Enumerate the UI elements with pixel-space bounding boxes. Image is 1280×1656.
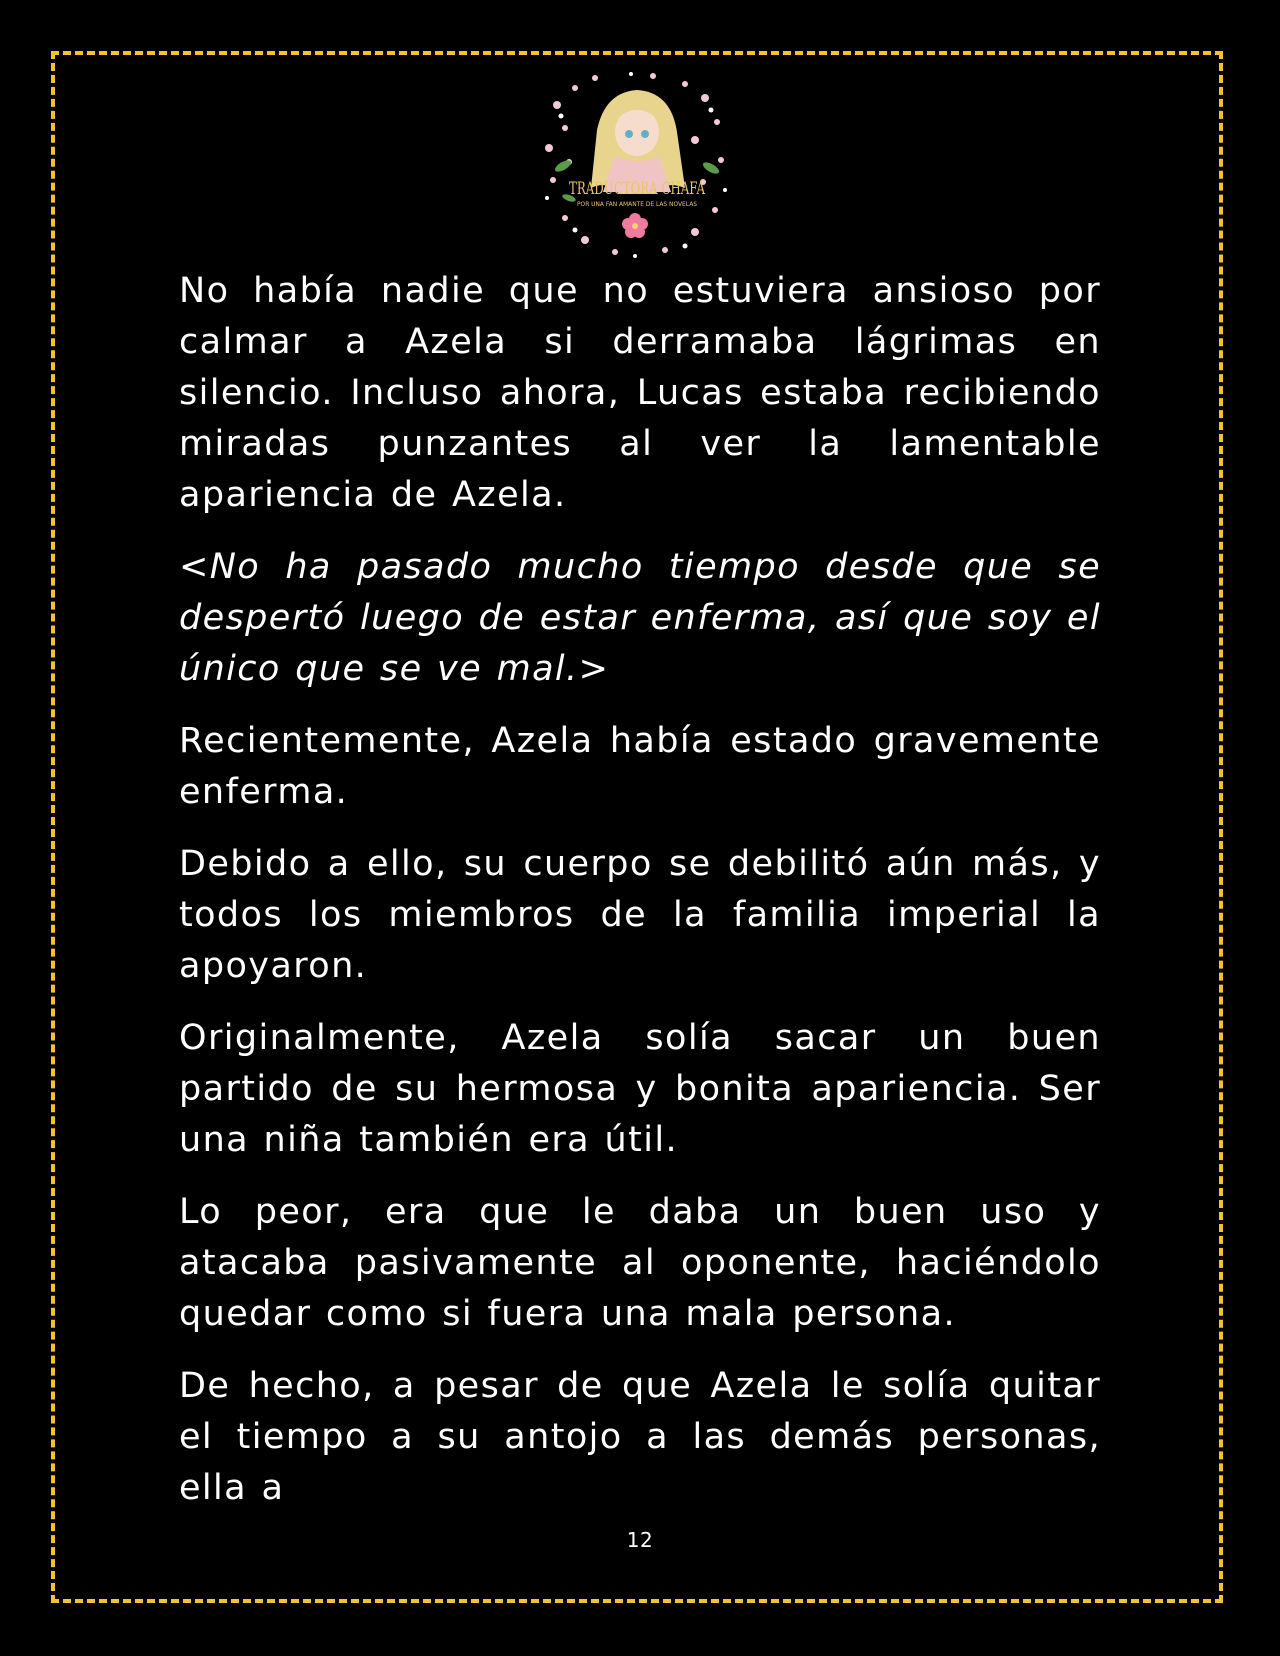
logo-title: TRADUCTORA CHAFA: [569, 179, 706, 199]
paragraph-7: De hecho, a pesar de que Azela le solía quitar el tiempo a su antojo a las demás personas, ella a: [179, 1366, 1101, 1508]
translator-logo: [535, 70, 740, 260]
paragraph-5: Originalmente, Azela solía sacar un buen partido de su hermosa y bonita apariencia. Ser una niña también era útil.: [179, 1018, 1101, 1160]
logo-subtitle: POR UNA FAN AMANTE DE LAS NOVELAS: [577, 201, 698, 208]
paragraph-6: Lo peor, era que le daba un buen uso y atacaba pasivamente al oponente, haciéndolo quedar como si fuera una mala persona.: [179, 1192, 1101, 1334]
logo-artwork: [535, 70, 740, 260]
chapter-text: [179, 266, 1101, 1535]
page-number: 12: [626, 1528, 654, 1552]
paragraph-3: Recientemente, Azela había estado gravemente enferma.: [179, 721, 1101, 812]
paragraph-4: Debido a ello, su cuerpo se debilitó aún más, y todos los miembros de la familia imperial la apoyaron.: [179, 844, 1101, 986]
paragraph-2-thought: <No ha pasado mucho tiempo desde que se despertó luego de estar enferma, así que soy el único que se ve mal.>: [179, 547, 1101, 689]
paragraph-1: No había nadie que no estuviera ansioso por calmar a Azela si derramaba lágrimas en silencio. Incluso ahora, Lucas estaba recibiendo miradas punzantes al ver la lamentable apariencia de Azela.: [179, 271, 1101, 515]
